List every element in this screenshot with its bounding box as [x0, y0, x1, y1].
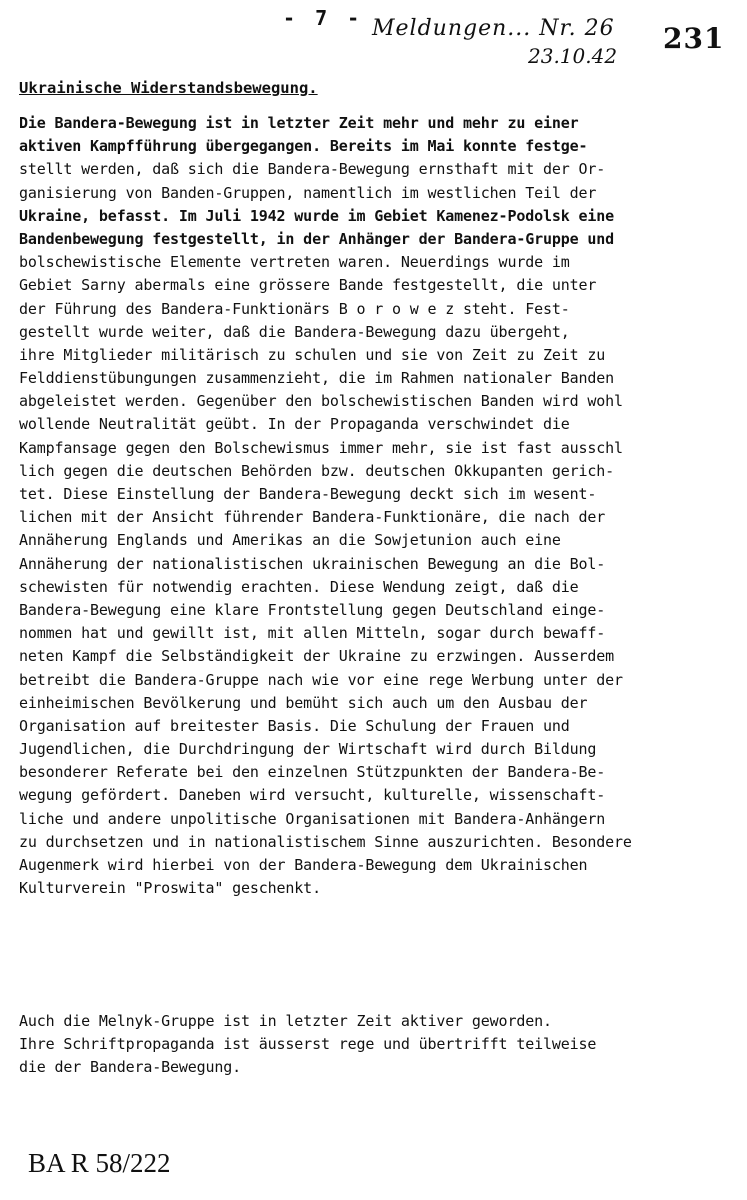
text-line: gestellt wurde weiter, daß die Bandera-Bewegung dazu übergeht,	[19, 322, 570, 341]
text-line: abgeleistet werden. Gegenüber den bolschewistischen Banden wird wohl	[19, 392, 623, 411]
text-line: die der Bandera-Bewegung.	[19, 1058, 242, 1076]
text-line: einheimischen Bevölkerung und bemüht sich auch um den Ausbau der	[19, 693, 588, 712]
text-line: Gebiet Sarny abermals eine grössere Bande festgestellt, die unter	[19, 276, 597, 295]
text-line: aktiven Kampfführung übergegangen. Bereits im Mai konnte festge-	[19, 137, 588, 156]
text-line: lich gegen die deutschen Behörden bzw. deutschen Okkupanten gerich-	[19, 461, 615, 480]
text-line: Bandera-Bewegung eine klare Frontstellung gegen Deutschland einge-	[19, 600, 606, 619]
text-line: zu durchsetzen und in nationalistischem Sinne auszurichten. Besondere	[19, 832, 632, 851]
text-line: Augenmerk wird hierbei von der Bandera-Bewegung dem Ukrainischen	[19, 856, 588, 874]
text-line: liche und andere unpolitische Organisationen mit Bandera-Anhängern	[19, 809, 606, 828]
text-line: Kulturverein "Proswita" geschenkt.	[19, 879, 321, 898]
text-line: Die Bandera-Bewegung ist in letzter Zeit mehr und mehr zu einer	[19, 114, 579, 132]
folio-number: 231	[663, 22, 725, 55]
text-line: Bandenbewegung festgestellt, in der Anhänger der Bandera-Gruppe und	[19, 229, 615, 248]
text-line: der Führung des Bandera-Funktionärs B o r o w e z steht. Fest-	[19, 299, 570, 318]
text-line: Ihre Schriftpropaganda ist äusserst rege und übertrifft teilweise	[19, 1035, 597, 1053]
paragraph-bandera	[19, 112, 731, 900]
text-line: Kampfansage gegen den Bolschewismus immer mehr, sie ist fast ausschl	[19, 438, 623, 457]
text-line: wollende Neutralität geübt. In der Propaganda verschwindet die	[19, 415, 570, 434]
text-line: Annäherung Englands und Amerikas an die Sowjetunion auch eine	[19, 531, 561, 550]
handwritten-reference: Meldungen... Nr. 26	[372, 16, 615, 41]
text-line: betreibt die Bandera-Gruppe nach wie vor eine rege Werbung unter der	[19, 670, 623, 689]
text-line: stellt werden, daß sich die Bandera-Bewegung ernsthaft mit der Or-	[19, 160, 606, 179]
text-line: Organisation auf breitester Basis. Die Schulung der Frauen und	[19, 716, 570, 735]
text-line: Jugendlichen, die Durchdringung der Wirtschaft wird durch Bildung	[19, 740, 597, 759]
text-line: neten Kampf die Selbständigkeit der Ukraine zu erzwingen. Ausserdem	[19, 647, 615, 666]
text-line: besonderer Referate bei den einzelnen Stützpunkten der Bandera-Be-	[19, 763, 606, 782]
paragraph-melnyk	[19, 1010, 731, 1079]
text-line: ihre Mitglieder militärisch zu schulen und sie von Zeit zu Zeit zu	[19, 345, 606, 364]
text-line: Ukraine, befasst. Im Juli 1942 wurde im Gebiet Kamenez-Podolsk eine	[19, 206, 615, 225]
text-line: Felddienstübungungen zusammenzieht, die im Rahmen nationaler Banden	[19, 369, 615, 388]
text-line: tet. Diese Einstellung der Bandera-Bewegung deckt sich im wesent-	[19, 485, 597, 503]
text-line: schewisten für notwendig erachten. Diese Wendung zeigt, daß die	[19, 577, 579, 596]
text-line: nommen hat und gewillt ist, mit allen Mitteln, sogar durch bewaff-	[19, 624, 606, 643]
text-line: wegung gefördert. Daneben wird versucht, kulturelle, wissenschaft-	[19, 786, 606, 805]
handwritten-date: 23.10.42	[528, 44, 618, 68]
text-line: ganisierung von Banden-Gruppen, namentlich im westlichen Teil der	[19, 183, 597, 202]
section-heading: Ukrainische Widerstandsbewegung.	[19, 79, 318, 97]
archive-signature: BA R 58/222	[28, 1148, 171, 1178]
text-line: lichen mit der Ansicht führender Bandera-Funktionäre, die nach der	[19, 508, 606, 527]
text-line: Auch die Melnyk-Gruppe ist in letzter Zeit aktiver geworden.	[19, 1012, 552, 1030]
text-line: Annäherung der nationalistischen ukrainischen Bewegung an die Bol-	[19, 554, 606, 573]
page-number: - 7 -	[283, 6, 364, 30]
text-line: bolschewistische Elemente vertreten waren. Neuerdings wurde im	[19, 253, 570, 272]
